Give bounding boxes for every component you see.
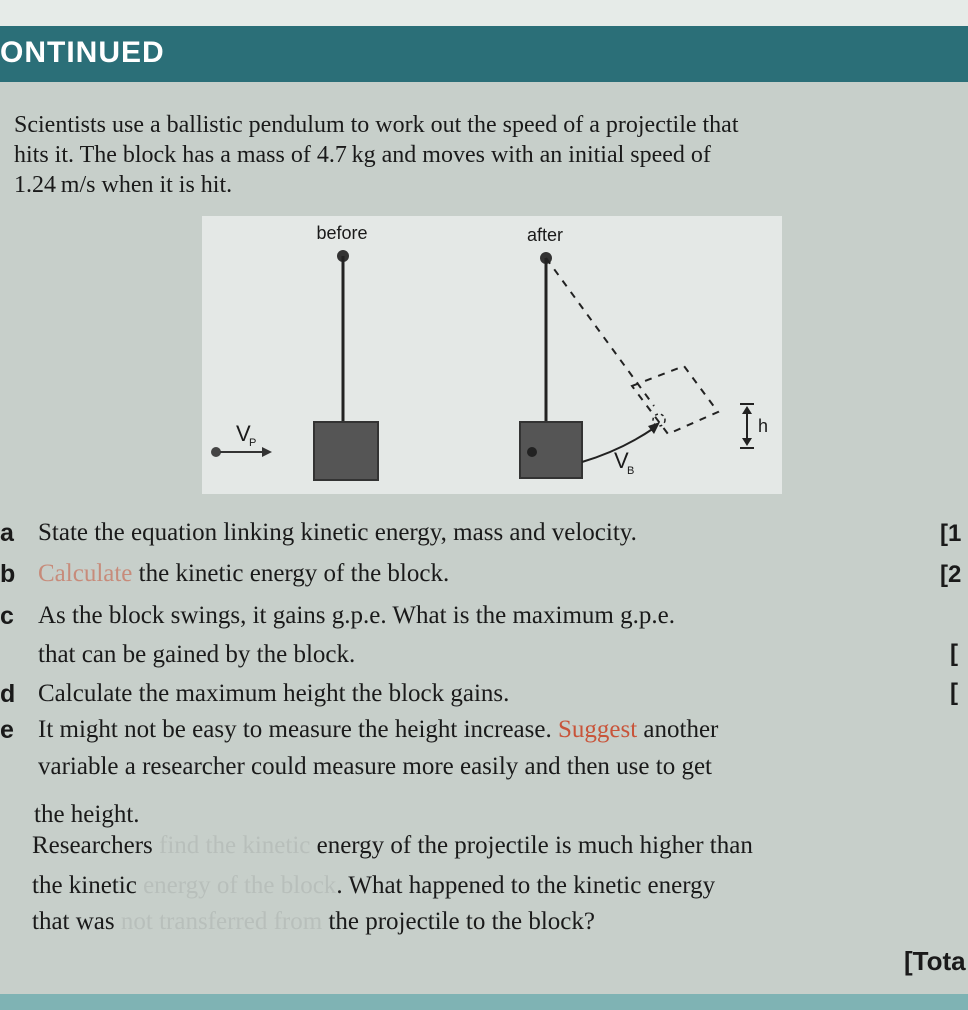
final-text: that was (32, 908, 121, 935)
final-question-line (32, 904, 595, 940)
question-text: variable a researcher could measure more easily and then use to get (38, 753, 712, 780)
before-block (314, 422, 378, 480)
question-letter: e (0, 716, 14, 744)
final-text-faded: find the kinetic (159, 832, 311, 859)
final-text-faded: not transferred from (120, 908, 323, 935)
section-title: ONTINUED (0, 36, 165, 69)
projectile-before (211, 447, 221, 457)
question-letter: a (0, 519, 14, 547)
final-text: energy of the projectile is much higher than (310, 832, 753, 859)
question-text: that can be gained by the block. (38, 641, 356, 668)
height-arrowhead-down (742, 438, 752, 446)
mark-allocation: [1 (940, 520, 962, 547)
question-text-start: It might not be easy to measure the height increase. (38, 716, 558, 743)
final-text: the projectile to the block? (322, 908, 596, 935)
question-text (38, 715, 718, 745)
intro-paragraph (14, 110, 894, 200)
final-text: the kinetic (32, 872, 144, 899)
vb-label-subscript: B (627, 465, 635, 477)
ballistic-pendulum-diagram (202, 216, 782, 494)
final-text: Researchers (32, 832, 160, 859)
diagram-svg (202, 216, 782, 494)
after-label: after (526, 225, 564, 245)
height-label: h (758, 416, 769, 436)
final-question-line (32, 868, 715, 904)
question-text: As the block swings, it gains g.p.e. What is the maximum g.p.e. (38, 602, 675, 629)
vb-label: V (614, 448, 629, 473)
command-word: Suggest (557, 716, 638, 743)
question-letter: d (0, 680, 16, 708)
projectile-arrowhead (262, 447, 272, 457)
embedded-projectile (527, 447, 537, 457)
total-marks-label: [Tota (904, 946, 966, 976)
final-text-faded: energy of the block (143, 872, 337, 899)
command-word: Calculate (38, 560, 133, 587)
question-text-rest: the kinetic energy of the block. (132, 560, 450, 587)
mark-allocation: [2 (940, 561, 962, 588)
intro-line: hits it. The block has a mass of 4.7 kg and moves with an initial speed of (14, 142, 711, 168)
bottom-band (0, 994, 968, 1010)
question-letter: b (0, 560, 16, 588)
final-question-line (32, 828, 753, 864)
height-arrowhead-up (742, 406, 752, 414)
vp-label: V (236, 421, 251, 446)
swung-block-dashed (632, 366, 718, 434)
question-text-end: another (637, 716, 719, 743)
question-letter: c (0, 602, 14, 630)
question-text: State the equation linking kinetic energy, mass and velocity. (38, 519, 637, 546)
question-text: Calculate the maximum height the block gains. (38, 680, 510, 707)
question-text: the height. (34, 801, 140, 828)
before-label: before (316, 223, 368, 243)
mark-allocation: [ (950, 640, 958, 667)
final-text: . What happened to the kinetic energy (336, 872, 716, 899)
intro-line: 1.24 m/s when it is hit. (14, 172, 233, 198)
mark-allocation: [ (950, 679, 958, 706)
intro-line: Scientists use a ballistic pendulum to work out the speed of a projectile that (14, 112, 739, 138)
vp-label-subscript: P (249, 437, 257, 449)
question-text (38, 559, 449, 589)
